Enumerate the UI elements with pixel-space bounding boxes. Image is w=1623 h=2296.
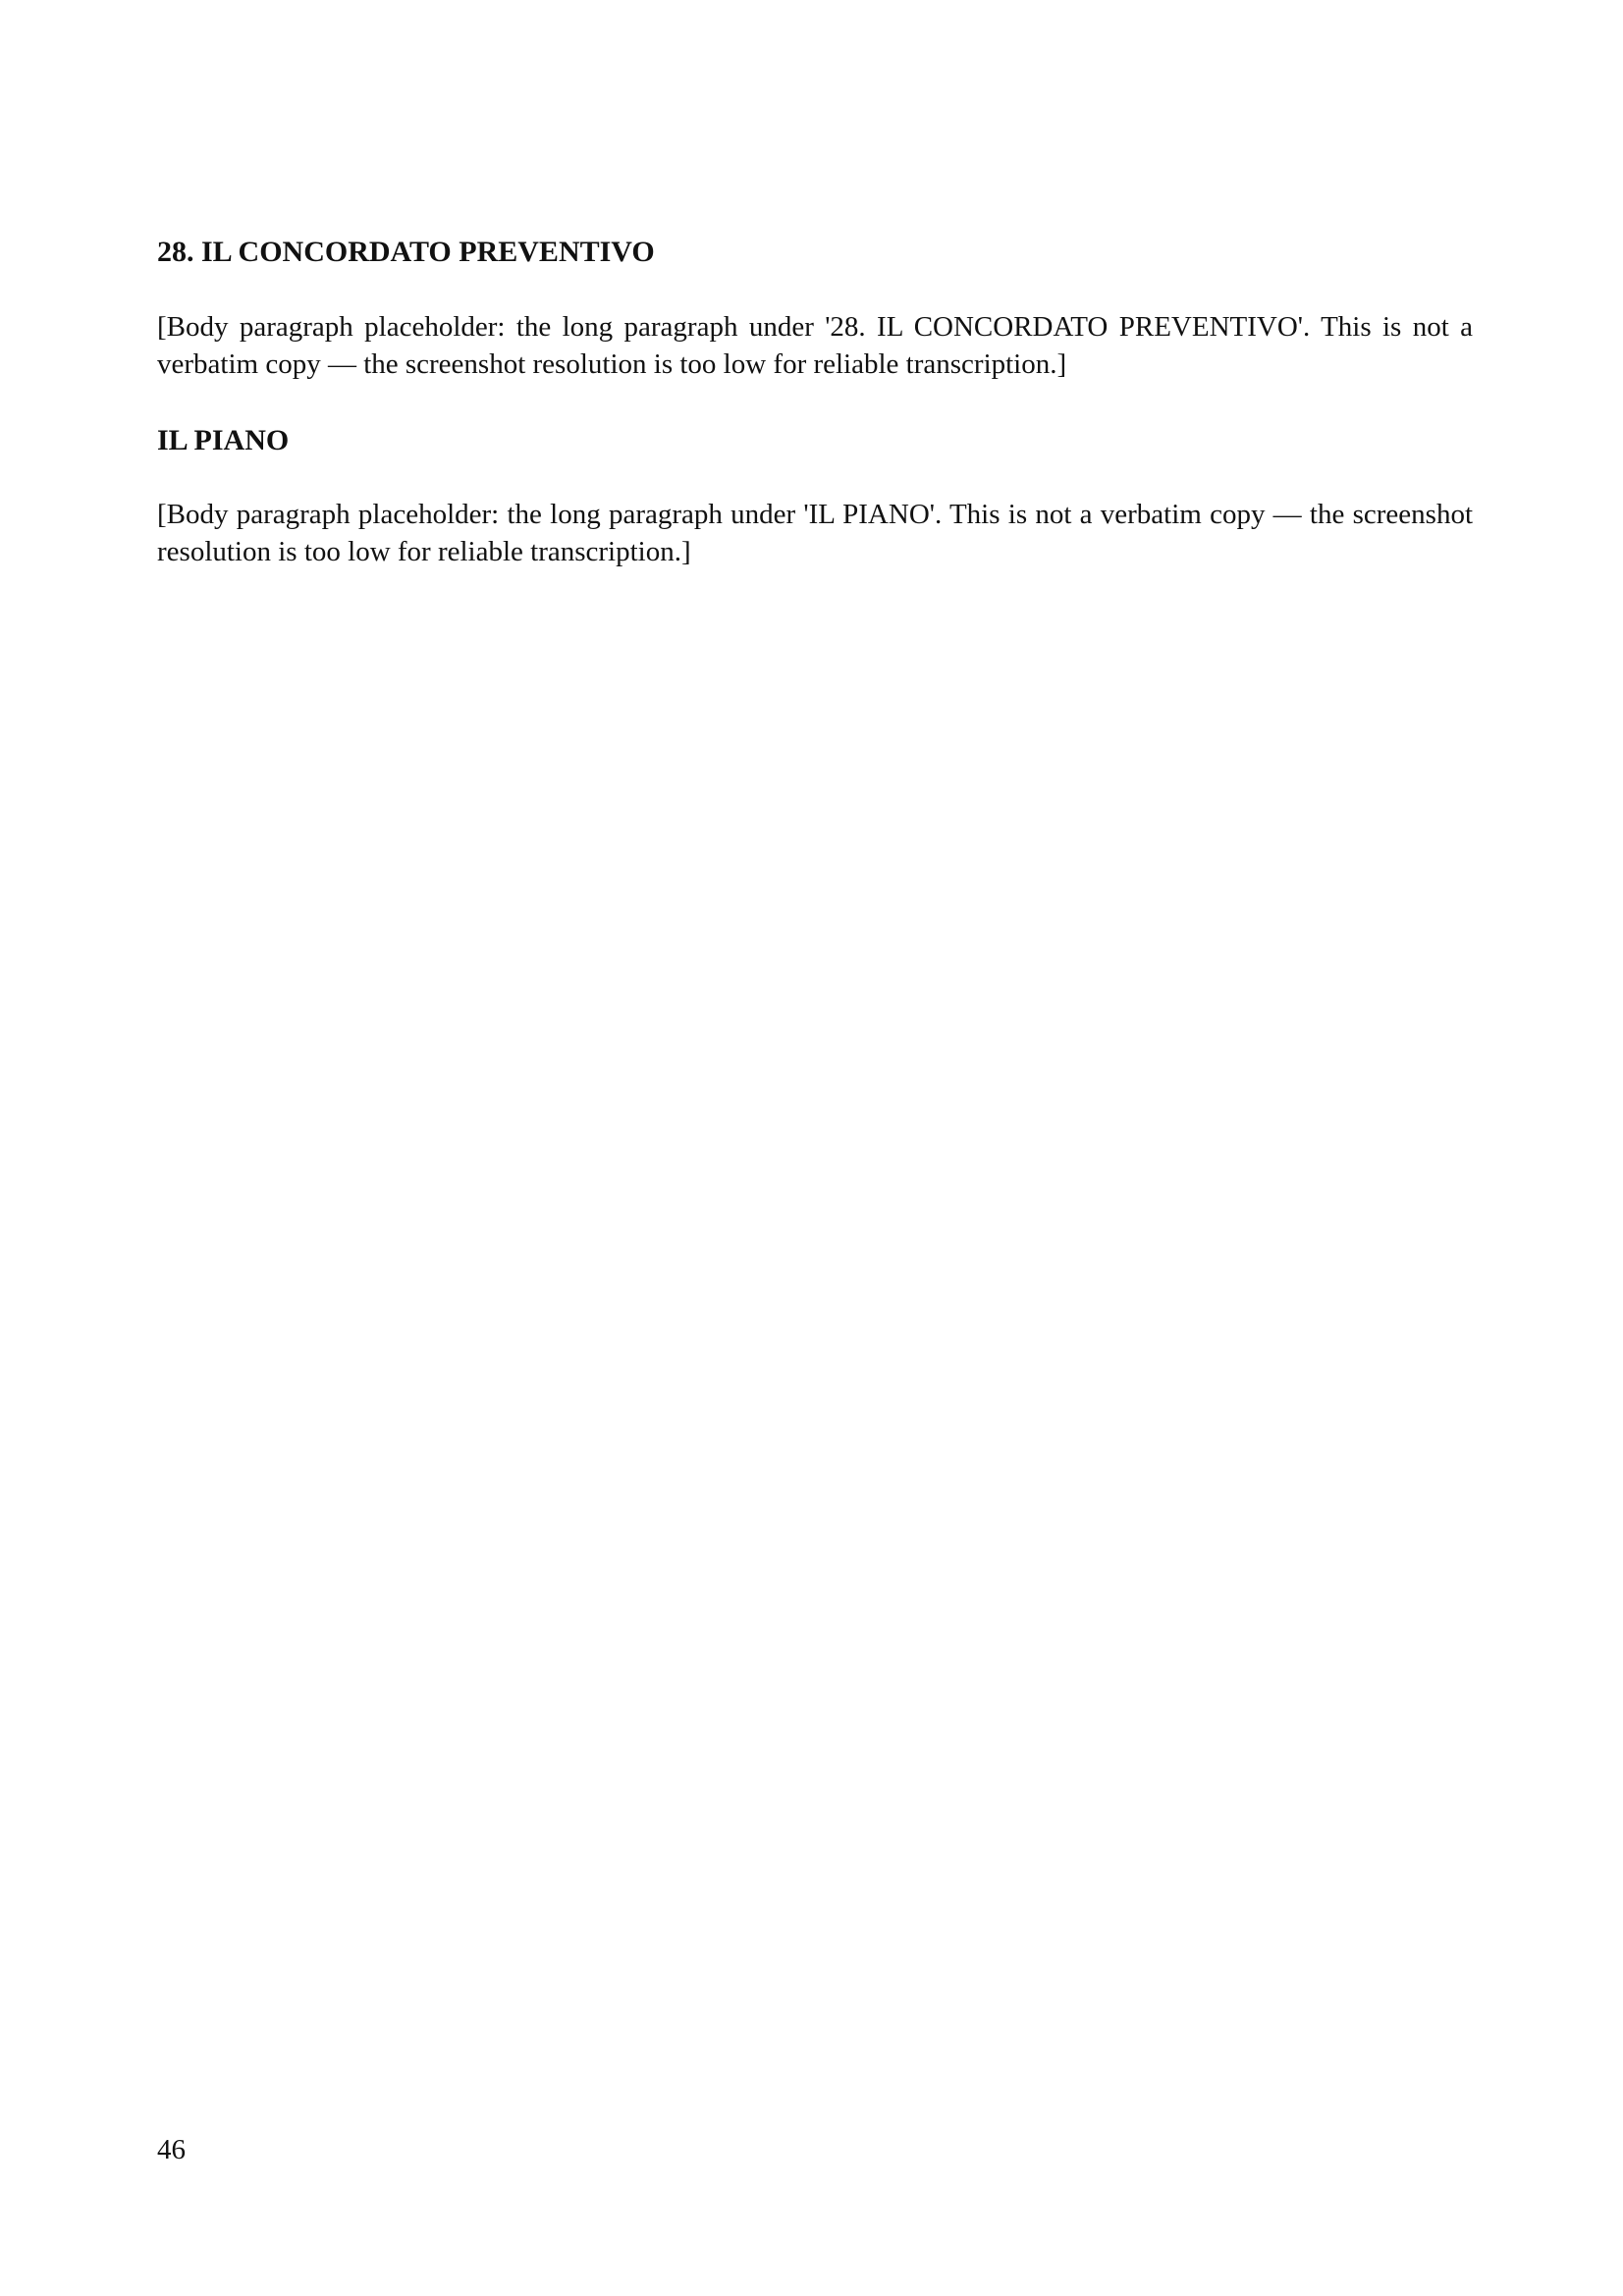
document-page bbox=[157, 234, 1473, 2177]
chapter-paragraph: [Body paragraph placeholder: the long paragraph under '28. IL CONCORDATO PREVENTIVO'. This is not a verbatim copy — the screenshot resolution is too low for reliable transcription.] bbox=[157, 310, 1473, 380]
chapter-title: 28. IL CONCORDATO PREVENTIVO bbox=[157, 236, 655, 268]
section-title: IL PIANO bbox=[157, 423, 290, 456]
section-paragraph: [Body paragraph placeholder: the long paragraph under 'IL PIANO'. This is not a verbatim copy — the screenshot resolution is too low for reliable transcription.] bbox=[157, 499, 1473, 567]
page-number: 46 bbox=[157, 2134, 186, 2165]
